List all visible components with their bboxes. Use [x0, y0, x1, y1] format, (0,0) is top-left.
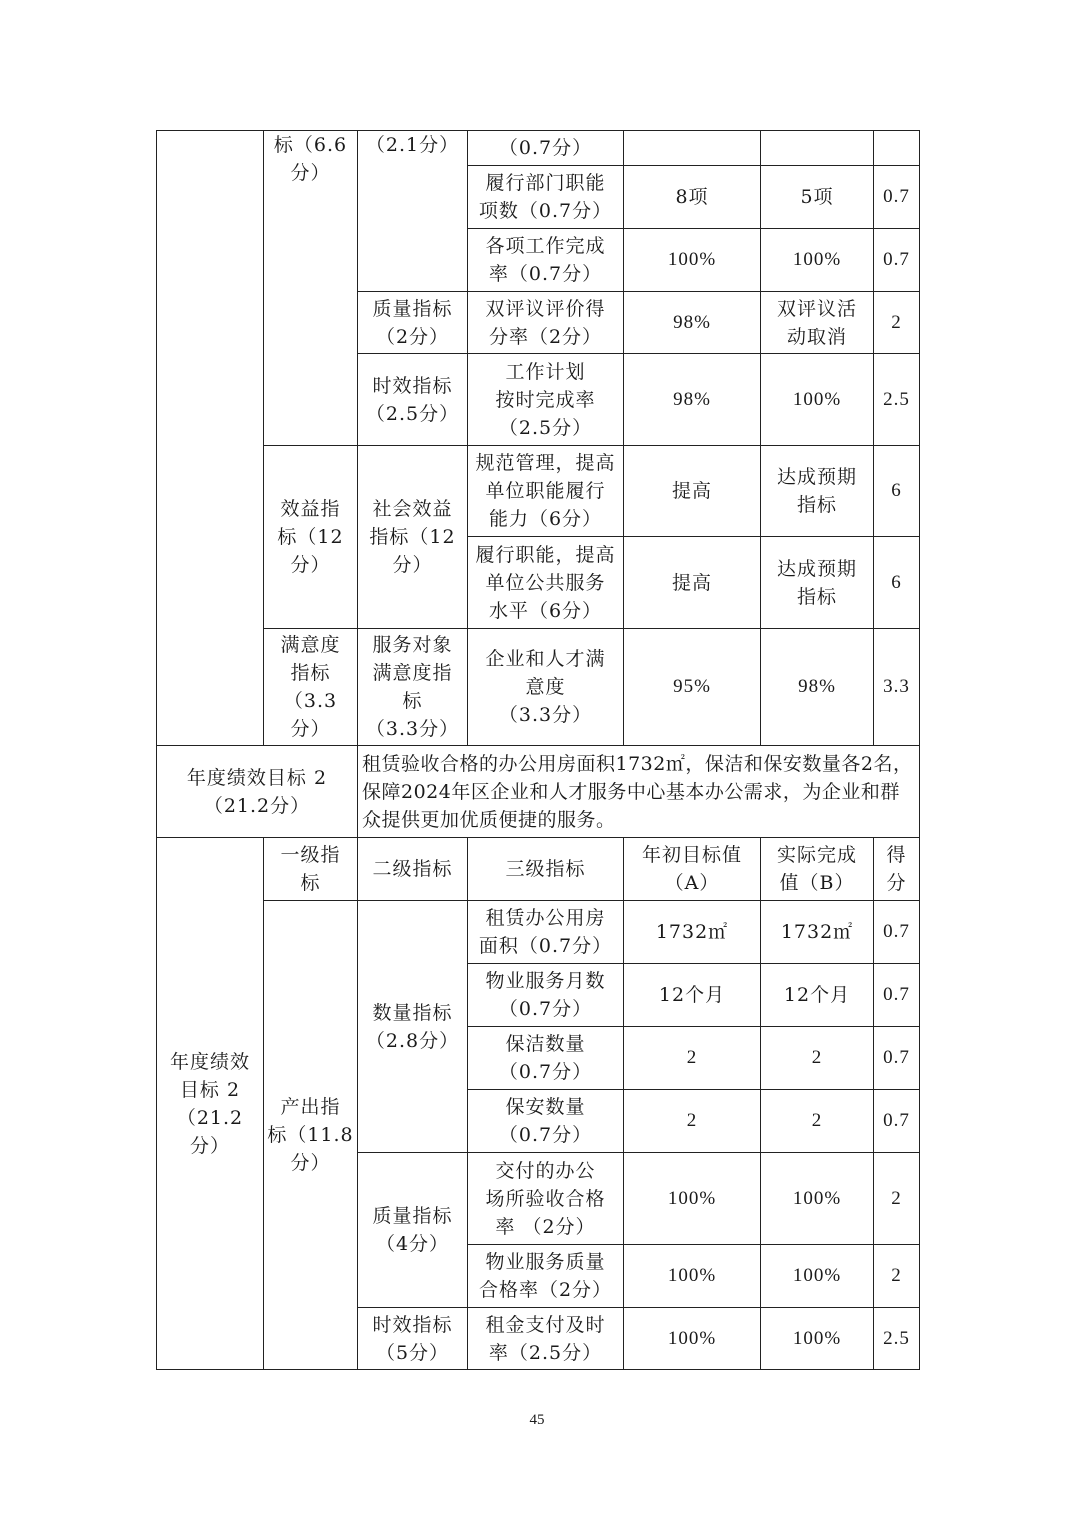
header-level2: 二级指标 — [358, 838, 468, 901]
level3-cell: 物业服务月数 （0.7分） — [468, 964, 624, 1027]
left-blank-cell — [157, 131, 264, 746]
score-cell: 2 — [874, 292, 920, 354]
score-cell: 2 — [874, 1245, 920, 1308]
target-cell: 98% — [624, 292, 761, 354]
header-target: 年初目标值 （A） — [624, 838, 761, 901]
score-cell: 6 — [874, 446, 920, 537]
target-cell: 12个月 — [624, 964, 761, 1027]
level1-output-cell: 产出指 标（11.8 分） — [264, 901, 358, 1370]
table-row — [157, 446, 920, 537]
actual-cell: 达成预期 指标 — [761, 537, 874, 629]
table-row — [157, 629, 920, 746]
level1-benefit-cell: 效益指 标（12 分） — [264, 446, 358, 629]
target-cell: 100% — [624, 1153, 761, 1245]
level3-cell: 物业服务质量 合格率（2分） — [468, 1245, 624, 1308]
target-cell: 提高 — [624, 446, 761, 537]
goal2-side-label: 年度绩效 目标 2 （21.2 分） — [157, 838, 264, 1370]
level3-cell: 企业和人才满 意度 （3.3分） — [468, 629, 624, 746]
level3-cell: 各项工作完成 率（0.7分） — [468, 229, 624, 292]
target-cell: 95% — [624, 629, 761, 746]
goal-row — [157, 746, 920, 838]
level3-cell: 保安数量 （0.7分） — [468, 1090, 624, 1153]
level2-quality-cell: 质量指标 （2分） — [358, 292, 468, 354]
level2-quality-cell: 质量指标 （4分） — [358, 1153, 468, 1308]
level3-cell: 交付的办公 场所验收合格 率 （2分） — [468, 1153, 624, 1245]
table-row — [157, 901, 920, 964]
level2-timeliness-cell: 时效指标 （2.5分） — [358, 354, 468, 446]
actual-cell: 98% — [761, 629, 874, 746]
header-level1: 一级指 标 — [264, 838, 358, 901]
actual-cell: 100% — [761, 1153, 874, 1245]
level3-cell: 规范管理，提高 单位职能履行 能力（6分） — [468, 446, 624, 537]
score-cell: 2.5 — [874, 1308, 920, 1370]
actual-cell: 达成预期 指标 — [761, 446, 874, 537]
level2-social-benefit-cell: 社会效益 指标（12 分） — [358, 446, 468, 629]
actual-cell — [761, 131, 874, 166]
target-cell: 1732㎡ — [624, 901, 761, 964]
actual-cell: 2 — [761, 1090, 874, 1153]
header-actual: 实际完成 值（B） — [761, 838, 874, 901]
actual-cell: 100% — [761, 1308, 874, 1370]
actual-cell: 1732㎡ — [761, 901, 874, 964]
page-number: 45 — [529, 1412, 545, 1428]
header-level3: 三级指标 — [468, 838, 624, 901]
level2-quantity-cell: 数量指标 （2.8分） — [358, 901, 468, 1153]
score-cell — [874, 131, 920, 166]
target-cell — [624, 131, 761, 166]
header-row — [157, 838, 920, 901]
score-cell: 0.7 — [874, 1090, 920, 1153]
score-cell: 0.7 — [874, 964, 920, 1027]
level1-satisfaction-cell: 满意度 指标 （3.3 分） — [264, 629, 358, 746]
level3-cell: 履行部门职能 项数（0.7分） — [468, 166, 624, 229]
level2-quantity-cell: （2.1分） — [358, 131, 468, 292]
level1-output-cell: 标（6.6 分） — [264, 131, 358, 446]
target-cell: 8项 — [624, 166, 761, 229]
actual-cell: 100% — [761, 354, 874, 446]
level3-cell: 租金支付及时 率（2.5分） — [468, 1308, 624, 1370]
actual-cell: 5项 — [761, 166, 874, 229]
goal2-label: 年度绩效目标 2 （21.2分） — [157, 746, 358, 838]
target-cell: 2 — [624, 1090, 761, 1153]
score-cell: 2.5 — [874, 354, 920, 446]
score-cell: 0.7 — [874, 166, 920, 229]
level2-satisfaction-cell: 服务对象 满意度指 标 （3.3分） — [358, 629, 468, 746]
level2-timeliness-cell: 时效指标 （5分） — [358, 1308, 468, 1370]
level3-cell: 双评议评价得 分率（2分） — [468, 292, 624, 354]
target-cell: 提高 — [624, 537, 761, 629]
table-row — [157, 131, 920, 166]
level3-cell: 租赁办公用房 面积（0.7分） — [468, 901, 624, 964]
header-score: 得 分 — [874, 838, 920, 901]
score-cell: 3.3 — [874, 629, 920, 746]
level3-cell: 工作计划 按时完成率 （2.5分） — [468, 354, 624, 446]
score-cell: 0.7 — [874, 901, 920, 964]
score-cell: 0.7 — [874, 1027, 920, 1090]
level3-cell: 履行职能，提高 单位公共服务 水平（6分） — [468, 537, 624, 629]
goal2-text: 租赁验收合格的办公用房面积1732㎡，保洁和保安数量各2名，保障2024年区企业和人才服务中心基本办公需求，为企业和群众提供更加优质便捷的服务。 — [358, 746, 920, 838]
level3-cell: （0.7分） — [468, 131, 624, 166]
score-cell: 2 — [874, 1153, 920, 1245]
score-cell: 6 — [874, 537, 920, 629]
actual-cell: 12个月 — [761, 964, 874, 1027]
score-cell: 0.7 — [874, 229, 920, 292]
target-cell: 100% — [624, 1245, 761, 1308]
actual-cell: 100% — [761, 229, 874, 292]
target-cell: 98% — [624, 354, 761, 446]
actual-cell: 100% — [761, 1245, 874, 1308]
level3-cell: 保洁数量 （0.7分） — [468, 1027, 624, 1090]
actual-cell: 2 — [761, 1027, 874, 1090]
actual-cell: 双评议活 动取消 — [761, 292, 874, 354]
performance-table — [156, 130, 920, 1370]
target-cell: 100% — [624, 229, 761, 292]
target-cell: 100% — [624, 1308, 761, 1370]
target-cell: 2 — [624, 1027, 761, 1090]
